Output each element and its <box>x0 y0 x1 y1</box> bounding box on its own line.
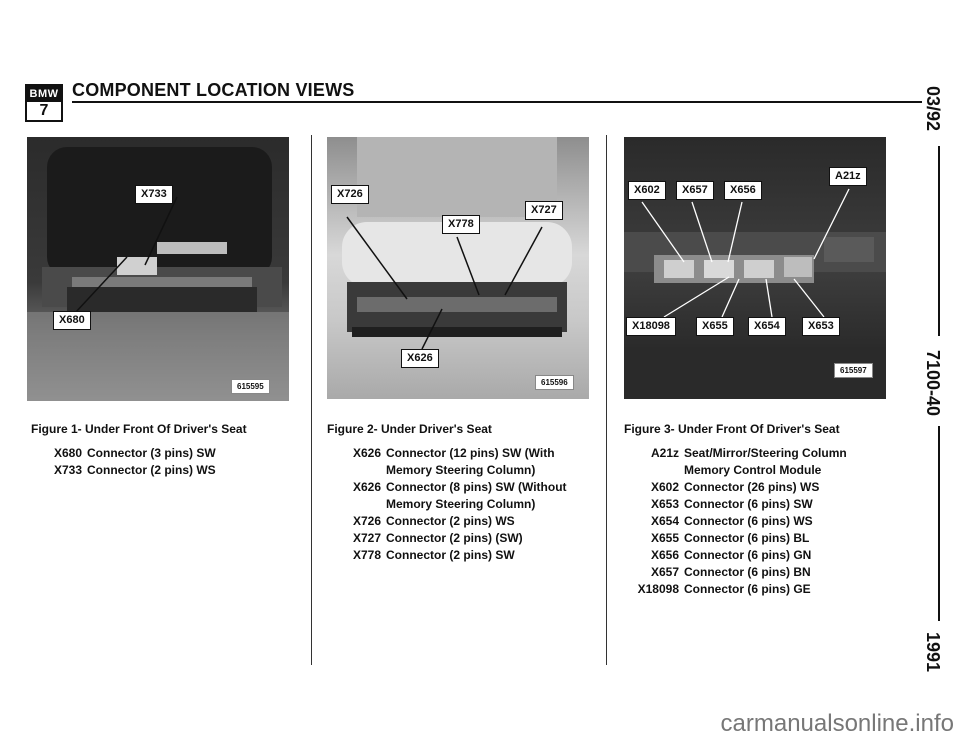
legend-description: Connector (6 pins) BL <box>684 531 810 545</box>
photo-id-615597: 615597 <box>834 363 873 378</box>
legend-code: X18098 <box>637 582 679 596</box>
legend-row <box>46 462 296 479</box>
figure-3-legend <box>624 445 884 598</box>
figure-1-legend <box>46 445 296 479</box>
legend-code: X727 <box>352 531 381 545</box>
legend-row <box>345 445 595 462</box>
legend-row <box>345 513 595 530</box>
column-divider-2 <box>606 135 607 665</box>
figure-2-drawing <box>327 137 589 399</box>
side-year: 1991 <box>923 632 943 673</box>
legend-row <box>345 547 595 564</box>
legend-code: A21z <box>650 446 679 460</box>
callout-x727: X727 <box>525 201 563 220</box>
legend-description: Connector (6 pins) WS <box>684 514 813 528</box>
figure-1-drawing <box>27 137 289 401</box>
legend-row <box>345 462 595 479</box>
callout-x655: X655 <box>696 317 734 336</box>
callout-x653: X653 <box>802 317 840 336</box>
side-rule-1 <box>938 146 940 336</box>
figure-2-legend <box>345 445 595 564</box>
callout-x656: X656 <box>724 181 762 200</box>
legend-description: Connector (12 pins) SW (With <box>386 446 555 460</box>
callout-x680: X680 <box>53 311 91 330</box>
callout-x626: X626 <box>401 349 439 368</box>
legend-description: Connector (6 pins) GE <box>684 582 811 596</box>
legend-row <box>624 530 884 547</box>
callout-x657: X657 <box>676 181 714 200</box>
legend-code <box>624 462 679 479</box>
logo-brand: BMW <box>27 86 61 102</box>
figure-1-photo <box>27 137 289 401</box>
photo-id-615596: 615596 <box>535 375 574 390</box>
legend-description: Connector (3 pins) SW <box>87 446 216 460</box>
watermark-text: carmanualsonline.info <box>720 710 954 737</box>
legend-code: X733 <box>53 463 82 477</box>
photo-id-615595: 615595 <box>231 379 270 394</box>
legend-description: Connector (26 pins) WS <box>684 480 820 494</box>
legend-description: Seat/Mirror/Steering Column <box>684 446 847 460</box>
legend-row <box>624 445 884 462</box>
callout-x726: X726 <box>331 185 369 204</box>
legend-code: X656 <box>650 548 679 562</box>
legend-row <box>345 479 595 496</box>
legend-code <box>345 462 381 479</box>
figure-3-photo <box>624 137 886 399</box>
side-section: 7100-40 <box>923 350 943 417</box>
column-divider-1 <box>311 135 312 665</box>
legend-row <box>345 496 595 513</box>
legend-code: X655 <box>650 531 679 545</box>
legend-row <box>624 513 884 530</box>
legend-description: Connector (6 pins) GN <box>684 548 812 562</box>
callout-x18098: X18098 <box>626 317 676 336</box>
legend-code: X653 <box>650 497 679 511</box>
legend-row <box>624 496 884 513</box>
legend-row <box>624 581 884 598</box>
legend-row <box>345 530 595 547</box>
legend-description: Memory Control Module <box>684 463 822 477</box>
callout-x654: X654 <box>748 317 786 336</box>
legend-row <box>624 564 884 581</box>
page-title: COMPONENT LOCATION VIEWS <box>72 80 355 100</box>
legend-code: X680 <box>53 446 82 460</box>
side-rule-2 <box>938 426 940 621</box>
callout-x778: X778 <box>442 215 480 234</box>
legend-description: Connector (2 pins) (SW) <box>386 531 523 545</box>
legend-code: X778 <box>352 548 381 562</box>
figure-2-photo <box>327 137 589 399</box>
figure-3-caption: Figure 3- Under Front Of Driver's Seat <box>624 422 840 436</box>
legend-description: Connector (8 pins) SW (Without <box>386 480 567 494</box>
legend-description: Connector (2 pins) SW <box>386 548 515 562</box>
legend-description: Connector (6 pins) SW <box>684 497 813 511</box>
legend-code: X654 <box>650 514 679 528</box>
legend-description: Memory Steering Column) <box>386 497 536 511</box>
legend-row <box>624 547 884 564</box>
logo-model: 7 <box>39 102 49 119</box>
legend-description: Connector (2 pins) WS <box>87 463 216 477</box>
legend-code: X657 <box>650 565 679 579</box>
figure-2-caption: Figure 2- Under Driver's Seat <box>327 422 492 436</box>
legend-code: X602 <box>650 480 679 494</box>
legend-row <box>624 462 884 479</box>
legend-row <box>46 445 296 462</box>
legend-description: Connector (2 pins) WS <box>386 514 515 528</box>
legend-code: X626 <box>352 480 381 494</box>
legend-description: Connector (6 pins) BN <box>684 565 811 579</box>
figure-1-caption: Figure 1- Under Front Of Driver's Seat <box>31 422 247 436</box>
legend-row <box>624 479 884 496</box>
legend-description: Memory Steering Column) <box>386 463 536 477</box>
header-rule <box>72 101 922 103</box>
callout-x733: X733 <box>135 185 173 204</box>
legend-code <box>345 496 381 513</box>
callout-x602: X602 <box>628 181 666 200</box>
legend-code: X726 <box>352 514 381 528</box>
legend-code: X626 <box>352 446 381 460</box>
callout-a21z: A21z <box>829 167 867 186</box>
bmw-7-logo <box>25 84 63 122</box>
side-date: 03/92 <box>923 86 943 132</box>
